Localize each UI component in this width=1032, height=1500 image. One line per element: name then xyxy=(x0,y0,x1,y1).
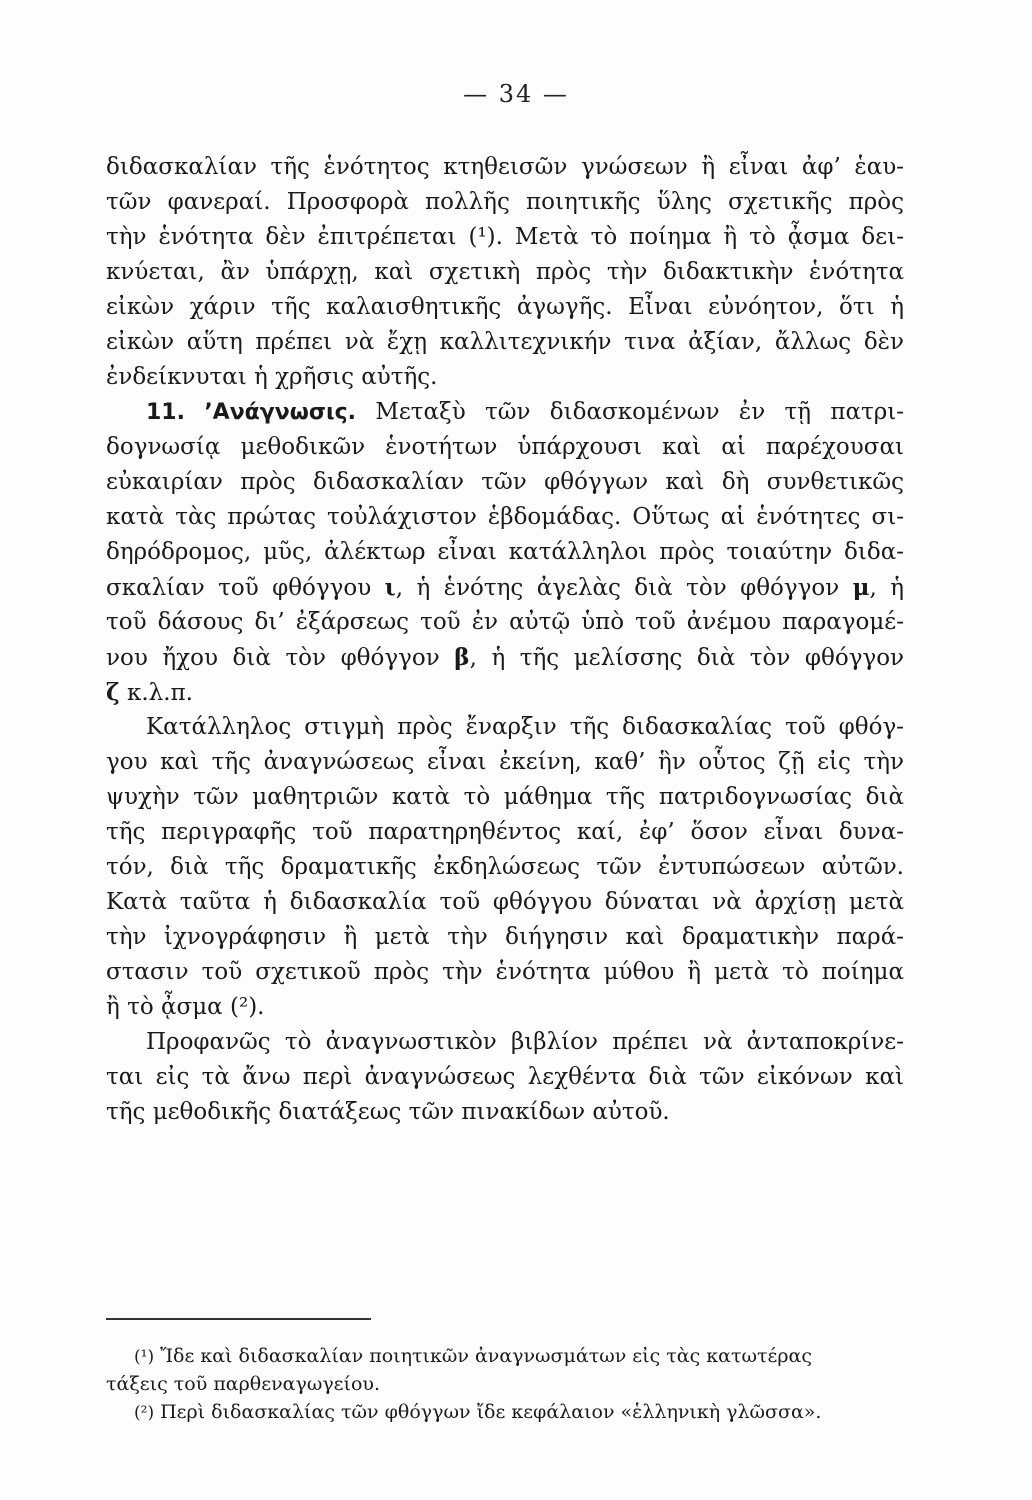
footnote-divider xyxy=(106,1318,371,1320)
footnote-1-continuation: τάξεις τοῦ παρθεναγωγείου. xyxy=(106,1373,380,1395)
text-line: τῶν φανεραί. Προσφορὰ πολλῆς ποιητικῆς ὕλης σχετικῆς πρὸς xyxy=(106,189,904,215)
text-line: ται εἰς τὰ ἄνω περὶ ἀναγνώσεως λεχθέντα διὰ τῶν εἰκόνων καὶ xyxy=(106,1064,904,1090)
text-line: τοῦ δάσους δι’ ἐξάρσεως τοῦ ἐν αὐτῷ ὑπὸ τοῦ ἀνέμου παραγομέ- xyxy=(106,609,904,635)
text-line: εὐκαιρίαν πρὸς διδασκαλίαν τῶν φθόγγων καὶ δὴ συνθετικῶς xyxy=(106,469,904,495)
text-line: δηρόδρομος, μῦς, ἀλέκτωρ εἶναι κατάλληλοι πρὸς τοιαύτην διδα- xyxy=(106,539,904,565)
text-line: τὴν ἰχνογράφησιν ἢ μετὰ τὴν διήγησιν καὶ δραματικὴν παρά- xyxy=(106,924,904,950)
text-line: τόν, διὰ τῆς δραματικῆς ἐκδηλώσεως τῶν ἐντυπώσεων αὐτῶν. xyxy=(106,854,904,880)
text-line: τῆς μεθοδικῆς διατάξεως τῶν πινακίδων αὐτοῦ. xyxy=(106,1099,670,1125)
footnote-text: Περὶ διδασκαλίας τῶν φθόγγων ἴδε κεφάλαιον «ἑλληνικὴ γλῶσσα». xyxy=(160,1401,822,1423)
footnote-marker: (²) xyxy=(134,1403,155,1423)
phoneme-letter: ι xyxy=(384,574,396,601)
text-line: Προφανῶς τὸ ἀναγνωστικὸν βιβλίον πρέπει νὰ ἀνταποκρίνε- xyxy=(146,1029,904,1055)
text-line: τὴν ἑνότητα δὲν ἐπιτρέπεται (¹). Μετὰ τὸ ποίημα ἢ τὸ ᾆσμα δει- xyxy=(106,224,904,250)
footnote-marker: (¹) xyxy=(134,1347,155,1367)
text-line: ψυχὴν τῶν μαθητριῶν κατὰ τὸ μάθημα τῆς πατριδογνωσίας διὰ xyxy=(106,784,904,810)
section-heading-line xyxy=(106,395,904,430)
phoneme-letter: μ xyxy=(852,574,870,601)
text-segment: , ἡ xyxy=(869,575,904,601)
text-line: εἰκὼν αὕτη πρέπει νὰ ἔχῃ καλλιτεχνικήν τινα ἀξίαν, ἄλλως δὲν xyxy=(106,329,904,355)
text-line xyxy=(106,675,904,710)
text-segment: κ.λ.π. xyxy=(126,680,193,706)
phoneme-letter: ζ xyxy=(106,679,120,706)
section-title: ’Ανάγνωσις. xyxy=(204,400,356,425)
page-number: — 34 — xyxy=(463,80,569,108)
footnote-2 xyxy=(106,1398,904,1426)
text-segment: νου ἤχου διὰ τὸν φθόγγον xyxy=(106,645,440,671)
text-line: γου καὶ τῆς ἀναγνώσεως εἶναι ἐκείνη, καθ’ ἣν οὗτος ζῇ εἰς τὴν xyxy=(106,749,904,775)
text-line: ἐνδείκνυται ἡ χρῆσις αὐτῆς. xyxy=(106,364,438,390)
paragraph-1 xyxy=(106,150,904,395)
text-line: στασιν τοῦ σχετικοῦ πρὸς τὴν ἑνότητα μύθου ἢ μετὰ τὸ ποίημα xyxy=(106,959,904,985)
footnotes xyxy=(106,1342,904,1426)
paragraph-section-11 xyxy=(106,395,904,710)
text-line: ἢ τὸ ᾆσμα (²). xyxy=(106,994,265,1020)
footnote-text: Ἴδε καὶ διδασκαλίαν ποιητικῶν ἀναγνωσμάτων εἰς τὰς κατωτέρας xyxy=(160,1345,812,1367)
phoneme-letter: β xyxy=(454,644,470,671)
text-line: δογνωσίᾳ μεθοδικῶν ἑνοτήτων ὑπάρχουσι καὶ αἱ παρέχουσαι xyxy=(106,434,904,460)
text-line xyxy=(106,640,904,675)
text-line: κατὰ τὰς πρώτας τοὐλάχιστον ἑβδομάδας. Οὕτως αἱ ἑνότητες σι- xyxy=(106,504,904,530)
text-line: εἰκὼν χάριν τῆς καλαισθητικῆς ἀγωγῆς. Εἶναι εὐνόητον, ὅτι ἡ xyxy=(106,294,904,320)
text-line: Κατὰ ταῦτα ἡ διδασκαλία τοῦ φθόγγου δύναται νὰ ἀρχίσῃ μετὰ xyxy=(106,889,904,915)
text-line: κνύεται, ἂν ὑπάρχῃ, καὶ σχετικὴ πρὸς τὴν διδακτικὴν ἑνότητα xyxy=(106,259,904,285)
text-line: Κατάλληλος στιγμὴ πρὸς ἔναρξιν τῆς διδασκαλίας τοῦ φθόγ- xyxy=(146,714,904,740)
body-text xyxy=(106,150,904,1130)
paragraph-4 xyxy=(106,1025,904,1130)
text-line: τῆς περιγραφῆς τοῦ παρατηρηθέντος καί, ἐφ’ ὅσον εἶναι δυνα- xyxy=(106,819,904,845)
text-segment: , ἡ ἑνότης ἀγελὰς διὰ τὸν φθόγγον xyxy=(395,575,840,601)
text-segment: , ἡ τῆς μελίσσης διὰ τὸν φθόγγον xyxy=(469,645,905,671)
text-segment: Μεταξὺ τῶν διδασκομένων ἐν τῇ πατρι- xyxy=(375,399,905,425)
text-segment: σκαλίαν τοῦ φθόγγου xyxy=(106,575,372,601)
footnote-1 xyxy=(106,1342,904,1370)
text-line: διδασκαλίαν τῆς ἑνότητος κτηθεισῶν γνώσεων ἢ εἶναι ἀφ’ ἑαυ- xyxy=(106,154,904,180)
text-line xyxy=(106,570,904,605)
paragraph-3 xyxy=(106,710,904,1025)
section-number: 11. xyxy=(146,400,185,425)
